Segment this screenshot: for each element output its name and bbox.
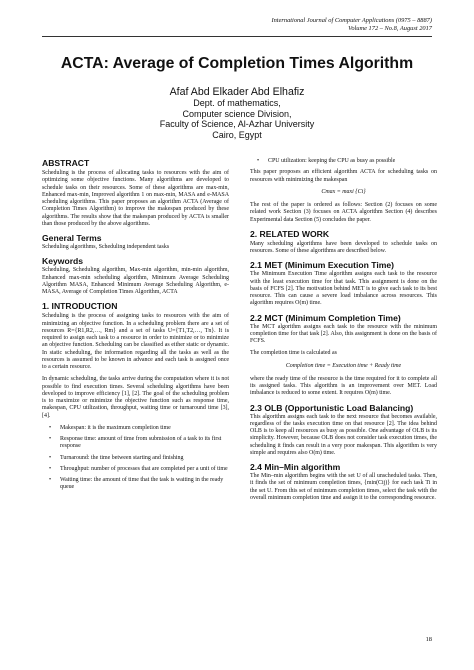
- mct-text: where the ready time of the resource is the time required for it to complete all its assigned tasks. This algorithm is an improvement over MET. Load imbalance is reduced to some extent. It requires O(m) time.: [250, 375, 437, 397]
- introduction-paragraph: Scheduling is the process of assigning tasks to resources with the aim of minimizing an objective function. In a scheduling problem there are a set of resources R={R1,R2,…, Rm} and a set of tasks U={T1,T2,…, Tn}. It is required to assign each task to a resource in order to minimize or to minimize an objective function. Scheduling can be classified as either static or dynamic. In static scheduling, the information regarding all the tasks as well as the resources is assumed to be known in advance and each task is assigned once to a certain resource.: [42, 313, 229, 370]
- proposal-paragraph: This paper proposes an efficient algorithm ACTA for scheduling tasks on resources with minimizing the makespan: [250, 169, 437, 183]
- bullet-icon: •: [49, 424, 52, 431]
- author-affiliation-line: Cairo, Egypt: [212, 129, 262, 140]
- related-work-heading: 2. RELATED WORK: [250, 228, 330, 239]
- list-item: • Waiting time: the amount of time that the task is waiting in the ready queue: [49, 477, 224, 491]
- objective-list-continued: [250, 158, 437, 165]
- bullet-icon: •: [49, 477, 52, 483]
- abstract-heading: ABSTRACT: [42, 158, 90, 168]
- mct-text: The MCT algorithm assigns each task to the resource with the minimum completion time for that task [2]. Also, this assignment is done on the basis of FCFS.: [250, 323, 437, 344]
- organization-paragraph: The rest of the paper is ordered as follows: Section (2) focuses on some related work Section (3) focuses on ACTA algorithm Section (4) describes Experimental data Section (5) concludes the paper.: [250, 202, 437, 223]
- introduction-paragraph: In dynamic scheduling, the tasks arrive during the computation where it is not possible to find execution times. Several scheduling algorithms have been developed to improve efficiency [1], [2]. The goal of the scheduling problem is to maximize or minimize the objective function such as response time, makespan, CPU utilization, throughput, waiting time or turnaround time [3], [4].: [42, 376, 229, 419]
- journal-volume: Volume 172 – No.8, August 2017: [348, 25, 432, 32]
- mct-text: The completion time is calculated as: [250, 350, 337, 357]
- met-heading: 2.1 MET (Minimum Execution Time): [250, 260, 395, 271]
- olb-heading: 2.3 OLB (Opportunistic Load Balancing): [250, 402, 414, 413]
- author-block: [0, 86, 474, 140]
- list-item: • Makespan: it is the maximum completion time: [49, 424, 171, 431]
- page-number: 18: [425, 636, 432, 643]
- list-item: • CPU utilization: keeping the CPU as busy as possible: [257, 158, 396, 164]
- general-terms-text: Scheduling algorithms, Scheduling independent tasks: [42, 244, 170, 250]
- abstract-text: Scheduling is the process of allocating tasks to resources with the aim of optimizing some objective functions. Many algorithms are developed to schedule tasks on their resources. Some of these algorithms are max-min, Enhanced max-min, Improved algorithm 1 on max-min, MASA and e-MASA scheduling algorithms. This paper proposes an algorithm ACTA (Average of Completion Times Algorithm) to improve the makespan produced by these algorithms. The results show that the makespan produced by ACTA is smaller than those produced by the above algorithms.: [42, 170, 229, 227]
- list-item: • Turnaround: the time between starting and finishing: [49, 454, 184, 461]
- objective-list: [42, 425, 229, 492]
- author-affiliation-line: Dept. of mathematics,: [193, 98, 281, 108]
- introduction-heading: 1. INTRODUCTION: [42, 301, 118, 312]
- bullet-icon: •: [49, 436, 52, 442]
- completion-time-equation: Completion time = Execution time + Ready time: [285, 362, 402, 369]
- keywords-heading: Keywords: [42, 256, 84, 267]
- journal-name: International Journal of Computer Applications (0975 – 8887): [271, 17, 432, 24]
- related-work-text: Many scheduling algorithms have been developed to schedule tasks on resources. Some of these algorithms are described below.: [250, 240, 437, 254]
- journal-header: [271, 17, 432, 33]
- list-item: • Response time: amount of time from submission of a task to its first response: [49, 436, 222, 450]
- mct-heading: 2.2 MCT (Minimum Completion Time): [250, 312, 401, 323]
- makespan-equation: Cmax = maxi {Ci}: [321, 188, 366, 195]
- author-name: Afaf Abd Elkader Abd Elhafiz: [169, 86, 305, 98]
- olb-text: This algorithm assigns each task to the next resource that becomes available, regardless of the tasks execution time on that resource [2]. The idea behind OLB is to keep all resources as busy as possible. One advantage of OLB is its simplicity. However, because OLB does not consider task execution times, the scheduling it finds can result in a very poor makespan. This algorithm is very simple and requires also O(m) time.: [250, 413, 437, 456]
- header-rule: [42, 36, 432, 37]
- list-item: • Throughput: number of processes that are completed per a unit of time: [49, 465, 228, 472]
- author-affiliation-line: Faculty of Science, Al-Azhar University: [159, 119, 315, 129]
- bullet-icon: •: [49, 465, 52, 472]
- min-min-text: The Min–min algorithm begins with the set U of all unscheduled tasks. Then, it finds the set of minimum completion times, {min(Cij)} for each task Ti in the set U. From this set of minimum completion times, select the task with the overall minimum completion time and assign it to the corresponding resource.: [250, 473, 437, 501]
- left-column: [42, 158, 229, 496]
- right-column: [250, 158, 437, 507]
- min-min-heading: 2.4 Min–Min algorithm: [250, 462, 341, 472]
- paper-title: ACTA: Average of Completion Times Algorithm: [60, 55, 414, 72]
- bullet-icon: •: [49, 454, 52, 461]
- met-text: The Minimum Execution Time algorithm assigns each task to the resource with the least execution time for that task. This assignment is done on the basis of FCFS [2]. The motivation behind MET is to give each task to its best resource. This can cause a severe load imbalance across resources. This algorithm requires O(m) time.: [250, 271, 437, 307]
- author-affiliation-line: Computer science Division,: [182, 108, 292, 119]
- keywords-text: Scheduling, Scheduling algorithm, Max-min algorithm, min-min algorithm, Enhanced max-min scheduling algorithm, Minimum Average Scheduling Algorithm MASA, Enhanced Minimum Average Scheduling Algorithm, e-MASA, Average of Completion Times Algorithm, ACTA: [42, 267, 229, 295]
- bullet-icon: •: [257, 158, 260, 164]
- general-terms-heading: General Terms: [42, 233, 102, 243]
